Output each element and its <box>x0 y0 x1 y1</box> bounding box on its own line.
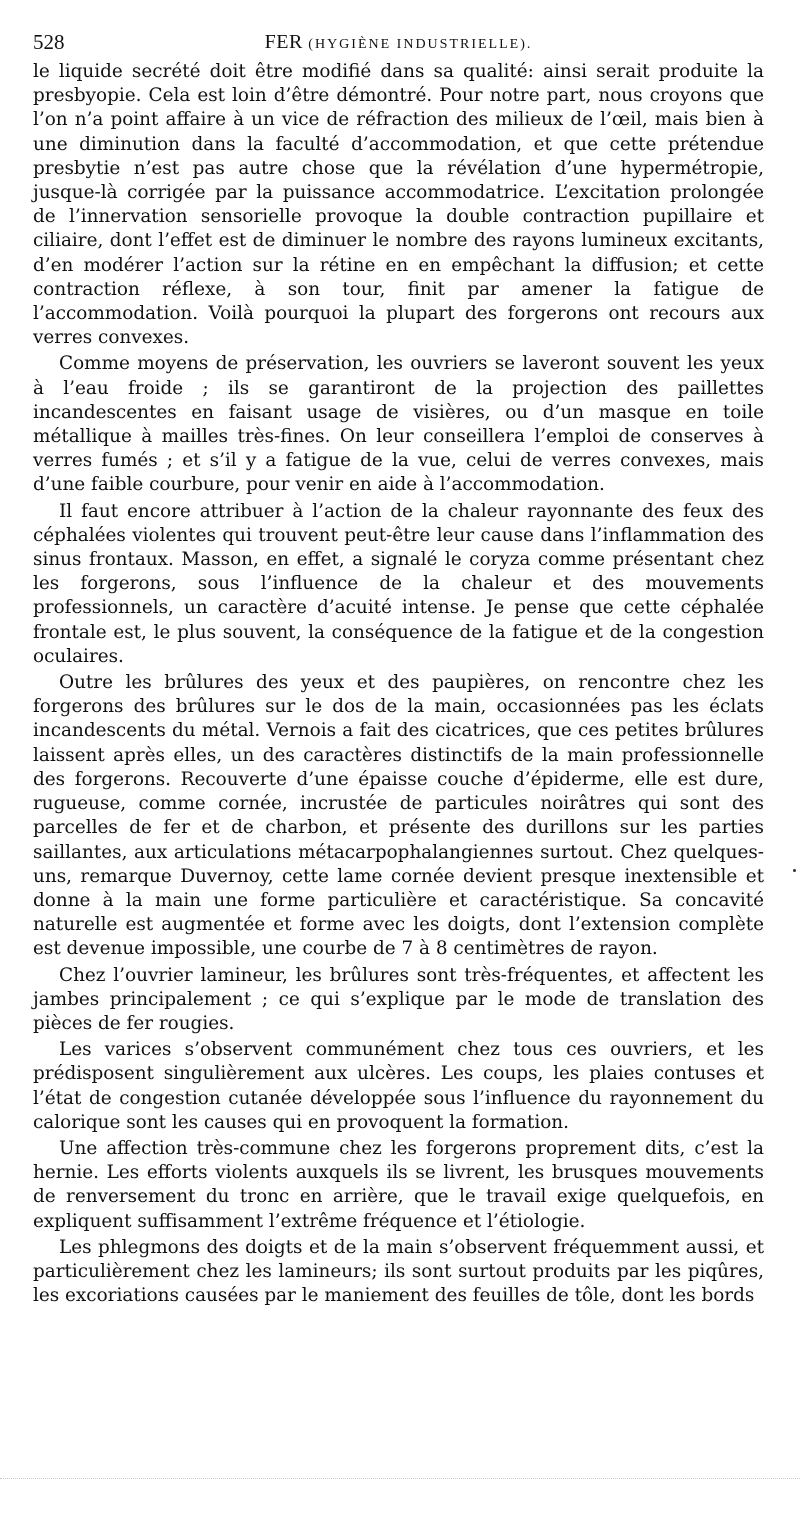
paragraph: Les varices s’observent communément chez tous ces ouvriers, et les prédisposent singulièrement aux ulcères. Les coups, les plaies contuses et l’état de congestion cutanée développée sous l’influence du rayonnement du calorique sont les causes qui en provoquent la formation. <box>33 1039 764 1133</box>
paragraph: le liquide secrété doit être modifié dans sa qualité: ainsi serait produite la presbyopie. Cela est loin d’être démontré. Pour notre part, nous croyons que l’on n’a point affaire à un vice de réfraction des milieux de l’œil, mais bien à une diminution dans la faculté d’accommodation, et que cette prétendue presbytie n’est pas autre chose que la révélation d’une hypermétropie, jusque-là corrigée par la puissance accommodatrice. L’excitation prolongée de l’innervation sensorielle provoque la double contraction pupillaire et ciliaire, dont l’effet est de diminuer le nombre des rayons lumineux excitants, d’en modérer l’action sur la rétine en en empêchant la diffusion; et cette contraction réflexe, à son tour, finit par amener la fatigue de l’accommodation. Voilà pourquoi la plupart des forgerons ont recours aux verres convexes. <box>33 61 764 349</box>
ink-speck <box>793 869 796 872</box>
body-text <box>33 60 764 1310</box>
paragraph: Chez l’ouvrier lamineur, les brûlures sont très-fréquentes, et affectent les jambes principalement ; ce qui s’explique par le mode de translation des pièces de fer rougies. <box>33 964 764 1034</box>
paragraph: Il faut encore attribuer à l’action de la chaleur rayonnante des feux des céphalées violentes qui trouvent peut-être leur cause dans l’inflammation des sinus frontaux. Masson, en effet, a signalé le coryza comme présentant chez les forgerons, sous l’influence de la chaleur et des mouvements professionnels, un caractère d’acuité intense. Je pense que cette céphalée frontale est, le plus souvent, la conséquence de la fatigue et de la congestion oculaires. <box>33 500 764 667</box>
running-header <box>33 30 764 60</box>
paragraph: Outre les brûlures des yeux et des paupières, on rencontre chez les forgerons des brûlures sur le dos de la main, occasionnées pas les éclats incandescents du métal. Vernois a fait des cicatrices, que ces petites brûlures laissent après elles, un des caractères distinctifs de la main professionnelle des forgerons. Recouverte d’une épaisse couche d’épiderme, elle est dure, rugueuse, comme cornée, incrustée de particules noirâtres qui sont des parcelles de fer et de charbon, et présente des durillons sur les parties saillantes, aux articulations métacarpophalangiennes surtout. Chez quelques-uns, remarque Duvernoy, cette lame cornée devient presque inextensible et donne à la main une forme particulière et caractéristique. Sa concavité naturelle est augmentée et forme avec les doigts, dont l’extension complète est devenue impossible, une courbe de 7 à 8 centimètres de rayon. <box>33 672 764 960</box>
paragraph: Une affection très-commune chez les forgerons proprement dits, c’est la hernie. Les efforts violents auxquels ils se livrent, les brusques mouvements de renversement du tronc en arrière, que le travail exige quelquefois, en expliquent suffisamment l’extrême fréquence et l’étiologie. <box>33 1137 764 1232</box>
scan-noise <box>0 1478 800 1479</box>
page-number: 528 <box>33 30 65 54</box>
paragraph: Comme moyens de préservation, les ouvriers se laveront souvent les yeux à l’eau froide ; ils se garantiront de la projection des paillettes incandescentes en faisant usage de visières, ou d’un masque en toile métallique à mailles très-fines. On leur conseillera l’emploi de conserves à verres fumés ; et s’il y a fatigue de la vue, celui de verres convexes, mais d’une faible courbure, pour venir en aide à l’accommodation. <box>33 353 764 496</box>
running-title-main: FER <box>264 31 303 53</box>
running-title-subtitle: (HYGIÈNE INDUSTRIELLE). <box>308 37 533 52</box>
paragraph: Les phlegmons des doigts et de la main s’observent fréquemment aussi, et particulièrement chez les lamineurs; ils sont surtout produits par les piqûres, les excoriations causées par le maniement des feuilles de tôle, dont les bords <box>33 1236 764 1307</box>
running-title <box>33 30 764 57</box>
